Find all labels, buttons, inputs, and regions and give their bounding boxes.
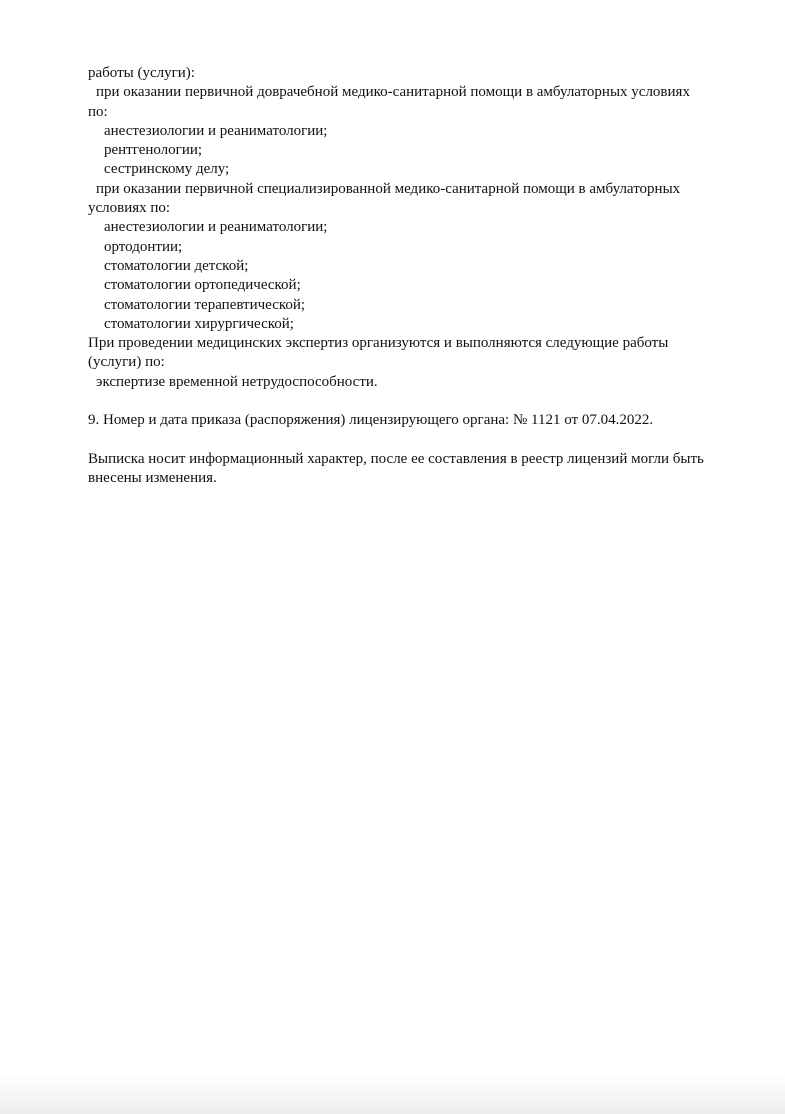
list-item-continuation: по: [88,103,108,120]
order-number-line: 9. Номер и дата приказа (распоряжения) лицензирующего органа: № 1121 от 07.04.2022. [88,412,654,429]
document-body [88,64,748,489]
disclaimer-line: внесены изменения. [88,470,217,487]
list-item: стоматологии хирургической; [104,315,294,332]
disclaimer-line: Выписка носит информационный характер, после ее составления в реестр лицензий могли быть [88,450,704,467]
list-item: анестезиологии и реаниматологии; [104,219,328,236]
list-item: при оказании первичной специализированной медико-санитарной помощи в амбулаторных [96,180,681,197]
list-item: при оказании первичной доврачебной медико-санитарной помощи в амбулаторных условиях [96,84,690,101]
section-heading-continuation: (услуги) по: [88,354,165,371]
list-item: анестезиологии и реаниматологии; [104,122,328,139]
list-item: рентгенологии; [104,142,203,159]
section-heading-works: работы (услуги): [88,65,195,81]
list-item: стоматологии ортопедической; [104,277,301,294]
list-item: сестринскому делу; [104,161,230,178]
list-item: ортодонтии; [104,238,183,255]
list-item: стоматологии терапевтической; [104,296,306,313]
list-item: стоматологии детской; [104,257,249,274]
section-heading-expertise: При проведении медицинских экспертиз организуются и выполняются следующие работы [88,335,669,352]
list-item: экспертизе временной нетрудоспособности. [96,373,378,390]
page-bottom-edge [0,1074,785,1114]
paragraph-spacer [88,392,748,411]
paragraph-spacer [88,431,748,450]
list-item-continuation: условиях по: [88,200,171,217]
